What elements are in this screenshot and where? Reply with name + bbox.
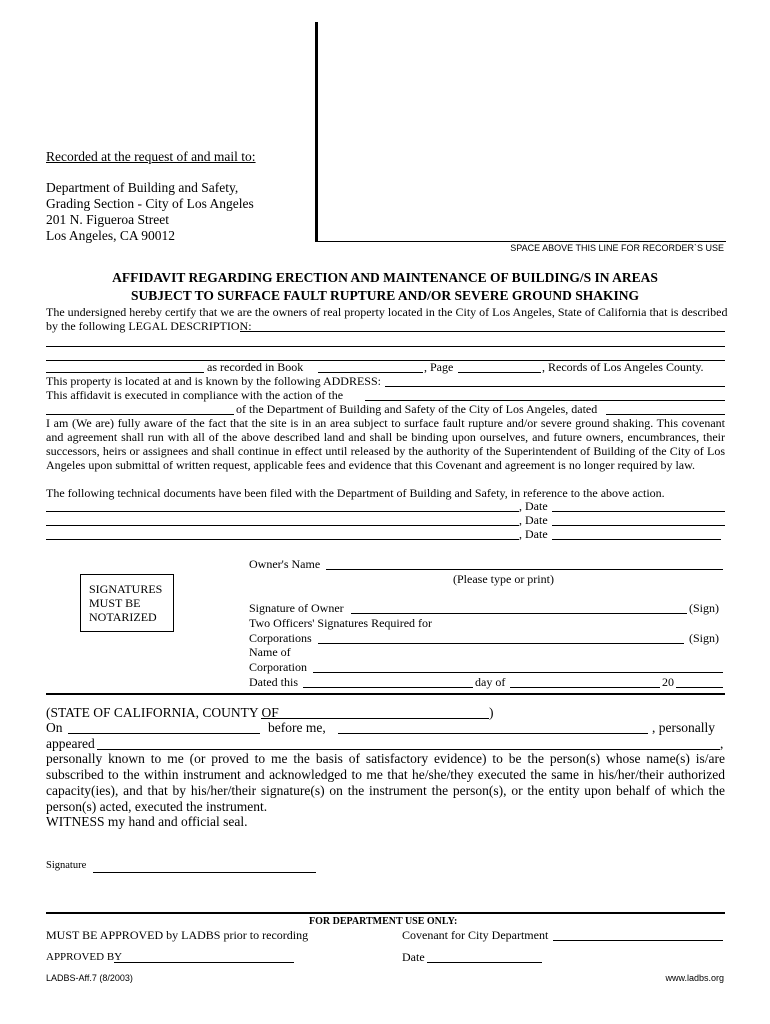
records-label: , Records of Los Angeles County. — [542, 360, 704, 374]
tech-doc-date-field-1[interactable] — [552, 511, 725, 512]
date-label-1: , Date — [519, 499, 548, 513]
signatures-box-line-2: MUST BE — [89, 596, 141, 610]
tech-doc-date-field-2[interactable] — [552, 525, 725, 526]
legal-description-field[interactable] — [240, 331, 725, 332]
address-line-3: 201 N. Figueroa Street — [46, 212, 169, 227]
witness-label: WITNESS my hand and official seal. — [46, 814, 248, 829]
address-field[interactable] — [385, 386, 725, 387]
corporation-name-field[interactable] — [313, 672, 723, 673]
book-field[interactable] — [318, 372, 423, 373]
on-label: On — [46, 720, 63, 735]
signatures-box-line-3: NOTARIZED — [89, 610, 157, 624]
date-label-3: , Date — [519, 527, 548, 541]
signature-owner-label: Signature of Owner — [249, 601, 344, 615]
year-prefix: 20 — [662, 675, 674, 689]
action-field-2[interactable] — [46, 414, 234, 415]
footer-date-field[interactable] — [427, 962, 542, 963]
owners-name-field[interactable] — [326, 569, 723, 570]
notary-name-field[interactable] — [338, 733, 648, 734]
form-id: LADBS-Aff.7 (8/2003) — [46, 973, 133, 983]
day-of-label: day of — [475, 675, 506, 689]
corporations-label: Corporations — [249, 631, 312, 645]
please-type-note: (Please type or print) — [453, 572, 554, 586]
covenant-paragraph-line-2: and agreement shall run with all of the above described land and shall be binding upon ourselves, and future owners, encumbrances, their — [46, 430, 725, 444]
notary-paragraph-line-1: personally known to me (or proved to me the basis of satisfactory evidence) to be the person(s) whose name(s) is/are — [46, 751, 725, 766]
corporation-label: Corporation — [249, 660, 307, 674]
title-line-2: SUBJECT TO SURFACE FAULT RUPTURE AND/OR SEVERE GROUND SHAKING — [130, 288, 640, 303]
approved-by-field[interactable] — [114, 962, 294, 963]
address-line-1: Department of Building and Safety, — [46, 180, 239, 195]
tech-doc-field-1[interactable] — [46, 511, 519, 512]
address-line-4: Los Angeles, CA 90012 — [46, 228, 176, 243]
before-me-label: before me, — [268, 720, 326, 735]
technical-docs-label: The following technical documents have been filed with the Department of Building and Safety, in reference to the above action. — [46, 486, 665, 500]
department-use-divider — [46, 912, 725, 914]
covenant-paragraph-line-1: I am (We are) fully aware of the fact that the site is in an area subject to surface fault rupture and/or severe ground shaking. This covenant — [46, 416, 725, 430]
recorder-vertical-divider — [315, 22, 318, 242]
must-approve-label: MUST BE APPROVED by LADBS prior to recording — [46, 928, 309, 942]
personally-label: , personally — [652, 720, 715, 735]
county-field[interactable] — [261, 718, 489, 719]
covenant-city-dept-label: Covenant for City Department — [402, 928, 549, 942]
affidavit-executed-label: This affidavit is executed in compliance with the action of the — [46, 388, 344, 402]
appeared-label: appeared — [46, 736, 95, 751]
dated-field[interactable] — [606, 414, 725, 415]
approved-by-label: APPROVED BY — [46, 951, 123, 963]
appeared-field[interactable] — [97, 749, 720, 750]
notary-divider — [46, 693, 725, 695]
appeared-comma: , — [720, 736, 724, 751]
month-field[interactable] — [510, 687, 660, 688]
two-officers-label: Two Officers' Signatures Required for — [249, 616, 433, 630]
day-field[interactable] — [303, 687, 473, 688]
tech-doc-field-3[interactable] — [46, 539, 519, 540]
owners-name-label: Owner's Name — [249, 557, 321, 571]
state-county-label: (STATE OF CALIFORNIA, COUNTY OF — [46, 705, 279, 720]
tech-doc-date-field-3[interactable] — [552, 539, 721, 540]
city-dept-field[interactable] — [553, 940, 723, 941]
legal-description-field-4[interactable] — [46, 372, 204, 373]
corporation-signature-field[interactable] — [318, 643, 684, 644]
as-recorded-label: as recorded in Book — [207, 360, 304, 374]
page-field[interactable] — [458, 372, 541, 373]
intro-line-2: by the following LEGAL DESCRIPTION: — [46, 319, 252, 333]
notary-paragraph-line-2: subscribed to the within instrument and acknowledged to me that he/she/they executed the same in his/her/their authorized — [46, 767, 725, 782]
department-use-label: FOR DEPARTMENT USE ONLY: — [309, 916, 458, 927]
covenant-paragraph-line-3: successors, heirs or assignees and shall continue in effect until released by the authority of the Superintendent of Building of the City of Los — [46, 444, 725, 458]
address-label: This property is located at and is known by the following ADDRESS: — [46, 374, 381, 388]
notary-signature-label: Signature — [46, 860, 87, 871]
notary-paragraph-line-4: person(s) acted, executed the instrument. — [46, 799, 268, 814]
recorder-space-note: SPACE ABOVE THIS LINE FOR RECORDER`S USE — [510, 243, 724, 253]
recorder-horizontal-line — [317, 241, 726, 242]
notary-signature-field[interactable] — [93, 872, 316, 873]
notary-paragraph-line-3: capacity(ies), and that by his/her/their signature(s) on the instrument the person(s), or the entity upon behalf of which the — [46, 783, 725, 798]
notary-date-field[interactable] — [68, 733, 260, 734]
covenant-paragraph-line-4: Angeles upon submittal of written request, applicable fees and evidence that this Covenant and agreement is no longer required by law. — [46, 458, 696, 472]
dept-dated-label: of the Department of Building and Safety of the City of Los Angeles, dated — [236, 402, 598, 416]
signatures-box-line-1: SIGNATURES — [89, 582, 163, 596]
intro-line-1: The undersigned hereby certify that we are the owners of real property located in the City of Los Angeles, State of California that is described — [46, 305, 728, 319]
dated-this-label: Dated this — [249, 675, 298, 689]
action-field[interactable] — [365, 400, 725, 401]
sign-label-1: (Sign) — [689, 601, 719, 615]
title-line-1: AFFIDAVIT REGARDING ERECTION AND MAINTENANCE OF BUILDING/S IN AREAS — [112, 270, 658, 285]
page-label: , Page — [424, 360, 454, 374]
recorded-label: Recorded at the request of and mail to: — [46, 149, 256, 164]
tech-doc-field-2[interactable] — [46, 525, 519, 526]
website-link[interactable]: www.ladbs.org — [665, 973, 724, 983]
footer-date-label: Date — [402, 950, 425, 964]
date-label-2: , Date — [519, 513, 548, 527]
legal-description-field-2[interactable] — [46, 346, 725, 347]
state-close-paren: ) — [489, 705, 494, 720]
sign-label-2: (Sign) — [689, 631, 719, 645]
name-of-label: Name of — [249, 645, 291, 659]
owner-signature-field[interactable] — [351, 613, 687, 614]
year-field[interactable] — [676, 687, 723, 688]
address-line-2: Grading Section - City of Los Angeles — [46, 196, 254, 211]
